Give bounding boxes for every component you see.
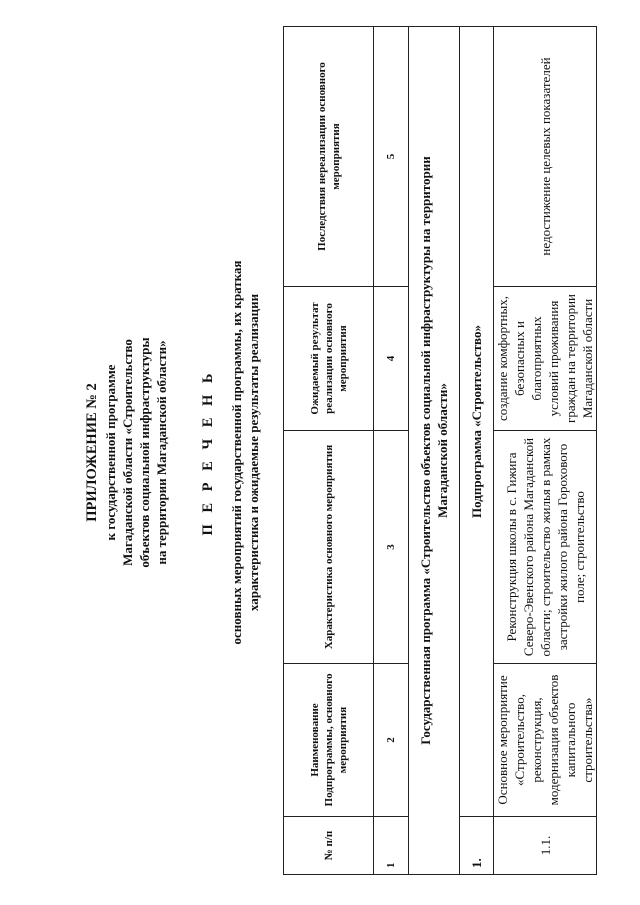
subprogram-row xyxy=(460,27,494,875)
appendix-title: ПРИЛОЖЕНИЕ № 2 xyxy=(84,383,100,522)
subprogram-text: Подпрограмма «Строительство» xyxy=(460,27,494,817)
row-number: 1.1. xyxy=(494,817,597,875)
list-title: П Е Р Е Ч Е Н Ь xyxy=(200,369,216,536)
column-number: 5 xyxy=(374,27,409,287)
column-number-row xyxy=(374,27,409,875)
list-description xyxy=(228,0,262,905)
row-characteristic: Реконструкция школы в с. Гижига Северо-Эвенского района Магаданской области; строительство жилья в рамках застройки жилого района Горохового поле; строительство xyxy=(494,431,597,664)
measures-table xyxy=(283,26,597,875)
column-number: 4 xyxy=(374,287,409,431)
program-row xyxy=(409,27,460,875)
program-line: к государственной программе xyxy=(103,364,118,541)
subprogram-number: 1. xyxy=(460,817,494,875)
column-number: 3 xyxy=(374,431,409,664)
header-result: Ожидаемый результат реализации основного мероприятия xyxy=(284,287,374,431)
program-line: на территории Магаданской области» xyxy=(154,340,169,565)
program-reference xyxy=(102,0,170,905)
program-line: объектов социальной инфраструктуры xyxy=(137,337,152,568)
row-result: создание комфортных, безопасных и благоприятных условий проживания граждан на территории Магаданской области xyxy=(494,287,597,431)
header-number: № п/п xyxy=(284,817,374,875)
column-number: 2 xyxy=(374,664,409,817)
description-line: характеристика и ожидаемые результаты реализации xyxy=(246,293,261,612)
row-name: Основное мероприятие «Строительство, реконструкция, модернизация объектов капитального строительства» xyxy=(494,664,597,817)
header-name: Наименование Подпрограммы, основного мероприятия xyxy=(284,664,374,817)
header-characteristic: Характеристика основного мероприятия xyxy=(284,431,374,664)
table-row xyxy=(494,27,597,875)
row-consequence: недостижение целевых показателей xyxy=(494,27,597,287)
description-line: основных мероприятий государственной программы, их краткая xyxy=(229,260,244,645)
program-row-text: Государственная программа «Строительство объектов социальной инфраструктуры на территории Магаданской области» xyxy=(409,27,460,875)
program-line: Магаданской области «Строительство xyxy=(120,339,135,566)
header-row xyxy=(284,27,374,875)
header-consequence: Последствия нереализации основного мероприятия xyxy=(284,27,374,287)
column-number: 1 xyxy=(374,817,409,875)
